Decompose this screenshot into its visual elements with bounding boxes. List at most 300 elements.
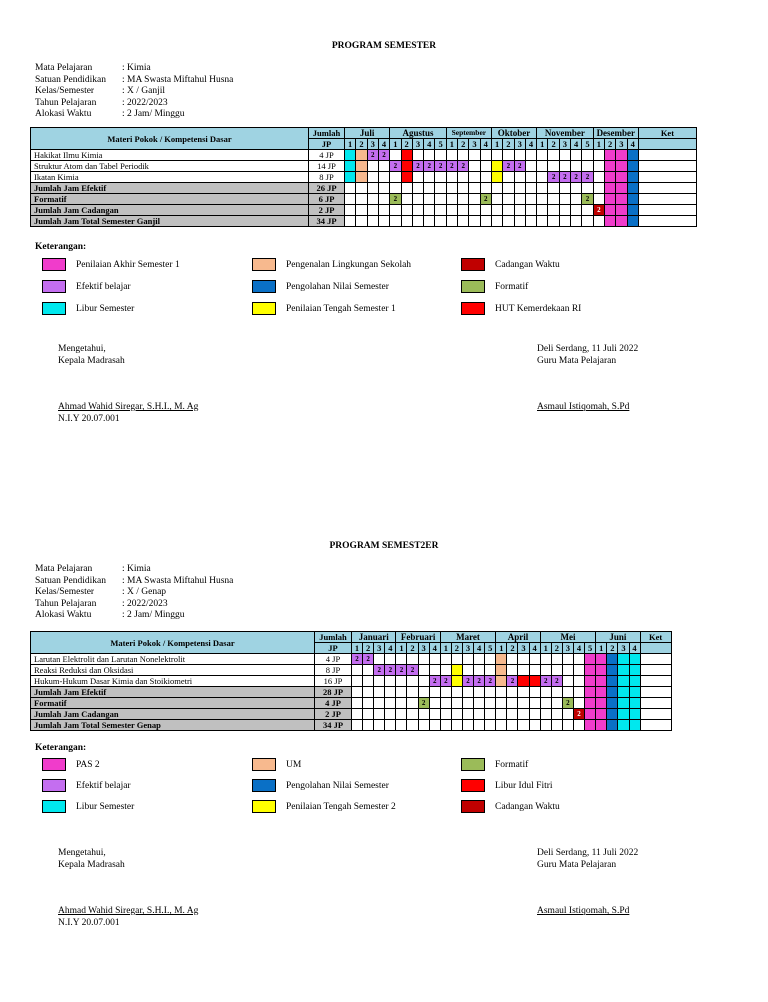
meta-key: Satuan Pendidikan bbox=[35, 74, 106, 85]
week-cell bbox=[396, 676, 407, 687]
week-cell bbox=[582, 161, 593, 172]
week-cell bbox=[485, 720, 496, 731]
week-cell bbox=[440, 698, 451, 709]
week-cell bbox=[390, 172, 401, 183]
header-week: 3 bbox=[618, 643, 629, 654]
legend-label: Libur Semester bbox=[76, 303, 135, 314]
week-cell bbox=[352, 676, 363, 687]
week-cell bbox=[604, 216, 615, 227]
legend-swatch bbox=[461, 280, 485, 293]
week-cell bbox=[571, 216, 582, 227]
week-cell bbox=[412, 194, 423, 205]
week-cell bbox=[345, 172, 356, 183]
table-row bbox=[31, 150, 697, 161]
week-cell bbox=[629, 720, 640, 731]
header-month: Mei bbox=[540, 632, 596, 643]
week-cell bbox=[462, 720, 473, 731]
week-cell bbox=[607, 698, 618, 709]
week-cell bbox=[363, 720, 374, 731]
header-month: November bbox=[537, 128, 594, 139]
week-cell bbox=[363, 687, 374, 698]
week-cell bbox=[458, 150, 469, 161]
week-cell bbox=[435, 216, 446, 227]
week-cell bbox=[407, 687, 418, 698]
week-cell bbox=[618, 654, 629, 665]
header-week: 1 bbox=[537, 139, 548, 150]
week-cell bbox=[462, 687, 473, 698]
legend-swatch bbox=[42, 258, 66, 271]
week-cell bbox=[604, 205, 615, 216]
week-cell bbox=[469, 150, 480, 161]
meta-row bbox=[35, 109, 233, 121]
week-cell bbox=[412, 216, 423, 227]
week-cell bbox=[429, 654, 440, 665]
week-cell bbox=[352, 709, 363, 720]
week-cell: 2 bbox=[374, 665, 385, 676]
week-cell bbox=[424, 194, 435, 205]
week-cell bbox=[518, 654, 529, 665]
week-cell bbox=[573, 654, 584, 665]
week-cell bbox=[607, 676, 618, 687]
row-topic: Jumlah Jam Total Semester Genap bbox=[31, 720, 315, 731]
row-ket bbox=[638, 150, 696, 161]
header-month: Juni bbox=[596, 632, 640, 643]
week-cell bbox=[503, 172, 514, 183]
signature-role-left: Kepala Madrasah bbox=[58, 356, 125, 366]
week-cell bbox=[446, 172, 457, 183]
legend-swatch bbox=[42, 758, 66, 771]
week-cell bbox=[496, 654, 507, 665]
row-ket bbox=[638, 216, 696, 227]
meta-ganjil bbox=[35, 63, 233, 121]
week-cell bbox=[345, 150, 356, 161]
header-month: April bbox=[496, 632, 540, 643]
legend-label: Formatif bbox=[495, 759, 529, 770]
week-cell bbox=[548, 161, 559, 172]
week-cell bbox=[435, 172, 446, 183]
week-cell bbox=[618, 676, 629, 687]
week-cell bbox=[559, 205, 570, 216]
meta-value: : X / Ganjil bbox=[122, 86, 166, 96]
week-cell bbox=[573, 687, 584, 698]
week-cell bbox=[616, 172, 627, 183]
row-ket bbox=[640, 665, 671, 676]
week-cell bbox=[618, 709, 629, 720]
week-cell bbox=[562, 676, 573, 687]
week-cell bbox=[518, 665, 529, 676]
header-week: 2 bbox=[507, 643, 518, 654]
header-week: 4 bbox=[378, 139, 389, 150]
week-cell bbox=[582, 205, 593, 216]
week-cell bbox=[374, 698, 385, 709]
table-row bbox=[31, 172, 697, 183]
week-cell bbox=[480, 150, 491, 161]
header-week: 5 bbox=[485, 643, 496, 654]
week-cell bbox=[525, 205, 536, 216]
header-topic: Materi Pokok / Kompetensi Dasar bbox=[31, 128, 309, 150]
week-cell: 2 bbox=[593, 205, 604, 216]
week-cell bbox=[548, 150, 559, 161]
week-cell bbox=[525, 194, 536, 205]
week-cell bbox=[607, 654, 618, 665]
meta-key: Satuan Pendidikan bbox=[35, 575, 106, 586]
week-cell bbox=[401, 183, 412, 194]
header-week: 4 bbox=[474, 643, 485, 654]
week-cell bbox=[616, 194, 627, 205]
row-topic: Hakikat Ilmu Kimia bbox=[31, 150, 309, 161]
legend-label: UM bbox=[286, 759, 302, 770]
row-ket bbox=[640, 698, 671, 709]
week-cell bbox=[446, 150, 457, 161]
header-week: 1 bbox=[352, 643, 363, 654]
week-cell bbox=[496, 709, 507, 720]
row-topic: Jumlah Jam Efektif bbox=[31, 183, 309, 194]
week-cell bbox=[537, 150, 548, 161]
week-cell bbox=[529, 687, 540, 698]
header-month: Januari bbox=[352, 632, 396, 643]
legend-item bbox=[461, 280, 528, 293]
week-cell bbox=[507, 698, 518, 709]
legend-item bbox=[252, 302, 396, 315]
week-cell bbox=[401, 172, 412, 183]
week-cell bbox=[458, 183, 469, 194]
legend-swatch bbox=[461, 758, 485, 771]
meta-row bbox=[35, 75, 233, 87]
header-week: 3 bbox=[412, 139, 423, 150]
week-cell: 2 bbox=[540, 676, 551, 687]
week-cell bbox=[582, 216, 593, 227]
week-cell bbox=[540, 698, 551, 709]
header-week: 4 bbox=[627, 139, 638, 150]
week-cell bbox=[446, 194, 457, 205]
header-month: September bbox=[446, 128, 491, 139]
meta-value: : 2022/2023 bbox=[122, 97, 168, 108]
header-topic: Materi Pokok / Kompetensi Dasar bbox=[31, 632, 315, 654]
legend-item bbox=[461, 779, 553, 792]
week-cell bbox=[485, 698, 496, 709]
week-cell bbox=[525, 216, 536, 227]
week-cell bbox=[356, 172, 367, 183]
meta-row bbox=[35, 86, 233, 98]
week-cell bbox=[474, 687, 485, 698]
table-row bbox=[31, 205, 697, 216]
week-cell: 2 bbox=[458, 161, 469, 172]
row-ket bbox=[638, 161, 696, 172]
week-cell: 2 bbox=[378, 150, 389, 161]
legend-item bbox=[42, 779, 131, 792]
week-cell: 2 bbox=[363, 654, 374, 665]
row-ket bbox=[640, 687, 671, 698]
week-cell bbox=[629, 709, 640, 720]
row-jp: 4 JP bbox=[309, 150, 345, 161]
week-cell bbox=[551, 665, 562, 676]
week-cell bbox=[363, 698, 374, 709]
week-cell bbox=[529, 709, 540, 720]
header-week: 4 bbox=[480, 139, 491, 150]
meta-row bbox=[35, 599, 233, 611]
row-topic: Jumlah Jam Efektif bbox=[31, 687, 315, 698]
week-cell bbox=[596, 687, 607, 698]
week-cell bbox=[525, 183, 536, 194]
week-cell bbox=[458, 216, 469, 227]
legend-item bbox=[42, 302, 134, 315]
header-week: 3 bbox=[374, 643, 385, 654]
week-cell: 2 bbox=[367, 150, 378, 161]
week-cell bbox=[480, 205, 491, 216]
week-cell bbox=[396, 720, 407, 731]
week-cell bbox=[607, 709, 618, 720]
signature-greeting: Mengetahui, bbox=[58, 848, 106, 858]
header-jumlah: Jumlah bbox=[315, 632, 352, 643]
week-cell bbox=[480, 183, 491, 194]
week-cell bbox=[385, 709, 396, 720]
week-cell bbox=[529, 720, 540, 731]
week-cell bbox=[537, 161, 548, 172]
signature-greeting: Mengetahui, bbox=[58, 344, 106, 354]
week-cell bbox=[345, 205, 356, 216]
week-cell bbox=[367, 172, 378, 183]
week-cell bbox=[573, 676, 584, 687]
week-cell bbox=[352, 698, 363, 709]
week-cell bbox=[496, 687, 507, 698]
header-week: 3 bbox=[469, 139, 480, 150]
week-cell bbox=[559, 194, 570, 205]
meta-value: : 2 Jam/ Minggu bbox=[122, 109, 185, 119]
week-cell bbox=[429, 665, 440, 676]
week-cell bbox=[573, 698, 584, 709]
week-cell bbox=[582, 150, 593, 161]
week-cell: 2 bbox=[352, 654, 363, 665]
week-cell bbox=[571, 150, 582, 161]
meta-row bbox=[35, 98, 233, 110]
week-cell bbox=[491, 161, 502, 172]
week-cell bbox=[537, 216, 548, 227]
signature-name-left: Ahmad Wahid Siregar, S.H.I., M. Ag bbox=[58, 906, 199, 916]
week-cell bbox=[548, 183, 559, 194]
week-cell bbox=[367, 216, 378, 227]
week-cell bbox=[469, 183, 480, 194]
header-week: 2 bbox=[451, 643, 462, 654]
week-cell bbox=[529, 698, 540, 709]
header-week: 3 bbox=[518, 643, 529, 654]
week-cell bbox=[571, 194, 582, 205]
header-week: 5 bbox=[435, 139, 446, 150]
week-cell bbox=[451, 665, 462, 676]
week-cell bbox=[390, 150, 401, 161]
week-cell bbox=[503, 216, 514, 227]
header-week: 3 bbox=[562, 643, 573, 654]
header-week: 2 bbox=[607, 643, 618, 654]
week-cell bbox=[378, 183, 389, 194]
meta-genap bbox=[35, 564, 233, 622]
week-cell bbox=[503, 183, 514, 194]
legend-item bbox=[42, 800, 134, 813]
row-jp: 34 JP bbox=[315, 720, 352, 731]
row-jp: 8 JP bbox=[309, 172, 345, 183]
week-cell: 2 bbox=[485, 676, 496, 687]
week-cell bbox=[616, 150, 627, 161]
week-cell bbox=[451, 720, 462, 731]
row-jp: 2 JP bbox=[315, 709, 352, 720]
week-cell: 2 bbox=[582, 194, 593, 205]
week-cell bbox=[485, 654, 496, 665]
week-cell: 2 bbox=[407, 665, 418, 676]
header-week: 3 bbox=[418, 643, 429, 654]
week-cell bbox=[629, 687, 640, 698]
week-cell bbox=[503, 150, 514, 161]
week-cell bbox=[518, 698, 529, 709]
week-cell: 2 bbox=[573, 709, 584, 720]
week-cell bbox=[401, 161, 412, 172]
meta-value: : 2 Jam/ Minggu bbox=[122, 610, 185, 620]
header-week: 1 bbox=[491, 139, 502, 150]
week-cell bbox=[604, 183, 615, 194]
meta-key: Kelas/Semester bbox=[35, 86, 95, 96]
week-cell bbox=[367, 161, 378, 172]
week-cell bbox=[440, 709, 451, 720]
week-cell bbox=[435, 150, 446, 161]
week-cell bbox=[367, 194, 378, 205]
week-cell bbox=[385, 720, 396, 731]
week-cell bbox=[529, 676, 540, 687]
row-ket bbox=[638, 172, 696, 183]
week-cell bbox=[440, 720, 451, 731]
week-cell bbox=[363, 665, 374, 676]
week-cell bbox=[627, 205, 638, 216]
header-ket-blank bbox=[638, 139, 696, 150]
header-week: 2 bbox=[548, 139, 559, 150]
table-row bbox=[31, 709, 672, 720]
week-cell bbox=[518, 687, 529, 698]
week-cell bbox=[507, 709, 518, 720]
week-cell bbox=[345, 161, 356, 172]
header-jp: JP bbox=[315, 643, 352, 654]
legend-swatch bbox=[252, 302, 276, 315]
meta-key: Alokasi Waktu bbox=[35, 109, 92, 119]
header-week: 4 bbox=[571, 139, 582, 150]
header-week: 1 bbox=[390, 139, 401, 150]
row-jp: 4 JP bbox=[315, 698, 352, 709]
row-ket bbox=[640, 676, 671, 687]
week-cell bbox=[491, 150, 502, 161]
table-row bbox=[31, 676, 672, 687]
week-cell bbox=[607, 665, 618, 676]
legend-label: HUT Kemerdekaan RI bbox=[495, 303, 582, 314]
row-jp: 2 JP bbox=[309, 205, 345, 216]
header-week: 1 bbox=[396, 643, 407, 654]
legend-item bbox=[42, 258, 180, 271]
week-cell bbox=[401, 216, 412, 227]
week-cell bbox=[618, 687, 629, 698]
meta-value: : MA Swasta Miftahul Husna bbox=[122, 575, 234, 586]
week-cell bbox=[562, 687, 573, 698]
week-cell bbox=[356, 150, 367, 161]
meta-row bbox=[35, 63, 233, 75]
row-ket bbox=[638, 205, 696, 216]
header-week: 1 bbox=[446, 139, 457, 150]
week-cell bbox=[562, 654, 573, 665]
week-cell bbox=[451, 687, 462, 698]
week-cell bbox=[503, 194, 514, 205]
legend-swatch bbox=[252, 800, 276, 813]
week-cell bbox=[424, 216, 435, 227]
week-cell bbox=[363, 709, 374, 720]
row-topic: Jumlah Jam Cadangan bbox=[31, 709, 315, 720]
week-cell bbox=[514, 183, 525, 194]
week-cell bbox=[507, 654, 518, 665]
week-cell bbox=[496, 676, 507, 687]
header-week: 5 bbox=[585, 643, 596, 654]
week-cell bbox=[518, 676, 529, 687]
week-cell bbox=[378, 205, 389, 216]
row-ket bbox=[640, 709, 671, 720]
week-cell bbox=[485, 709, 496, 720]
week-cell bbox=[390, 183, 401, 194]
week-cell bbox=[367, 205, 378, 216]
week-cell bbox=[529, 665, 540, 676]
header-week: 2 bbox=[503, 139, 514, 150]
row-topic: Hukum-Hukum Dasar Kimia dan Stoikiometri bbox=[31, 676, 315, 687]
week-cell bbox=[356, 205, 367, 216]
week-cell bbox=[559, 150, 570, 161]
week-cell bbox=[559, 183, 570, 194]
week-cell bbox=[378, 172, 389, 183]
header-week: 4 bbox=[385, 643, 396, 654]
legend-label: Efektif belajar bbox=[76, 780, 131, 791]
week-cell bbox=[573, 665, 584, 676]
legend-item bbox=[461, 302, 581, 315]
week-cell bbox=[352, 687, 363, 698]
week-cell bbox=[596, 654, 607, 665]
week-cell bbox=[418, 709, 429, 720]
week-cell bbox=[374, 687, 385, 698]
week-cell bbox=[390, 216, 401, 227]
week-cell bbox=[396, 687, 407, 698]
week-cell bbox=[401, 150, 412, 161]
week-cell bbox=[446, 216, 457, 227]
week-cell bbox=[496, 698, 507, 709]
week-cell bbox=[469, 194, 480, 205]
meta-value: : Kimia bbox=[122, 564, 151, 574]
week-cell bbox=[618, 698, 629, 709]
week-cell bbox=[474, 654, 485, 665]
header-month: Agustus bbox=[390, 128, 447, 139]
header-week: 1 bbox=[540, 643, 551, 654]
header-week: 2 bbox=[458, 139, 469, 150]
meta-key: Kelas/Semester bbox=[35, 587, 95, 597]
header-jp: JP bbox=[309, 139, 345, 150]
week-cell bbox=[514, 194, 525, 205]
legend-item bbox=[252, 280, 389, 293]
week-cell bbox=[378, 161, 389, 172]
week-cell bbox=[440, 665, 451, 676]
week-cell bbox=[480, 216, 491, 227]
legend-label: Libur Semester bbox=[76, 801, 135, 812]
row-jp: 8 JP bbox=[315, 665, 352, 676]
week-cell bbox=[551, 687, 562, 698]
week-cell bbox=[514, 205, 525, 216]
week-cell bbox=[424, 183, 435, 194]
week-cell bbox=[407, 676, 418, 687]
week-cell bbox=[396, 698, 407, 709]
week-cell: 2 bbox=[385, 665, 396, 676]
week-cell bbox=[446, 183, 457, 194]
week-cell bbox=[474, 720, 485, 731]
row-topic: Formatif bbox=[31, 194, 309, 205]
week-cell bbox=[401, 194, 412, 205]
week-cell bbox=[593, 183, 604, 194]
meta-key: Mata Pelajaran bbox=[35, 564, 93, 574]
